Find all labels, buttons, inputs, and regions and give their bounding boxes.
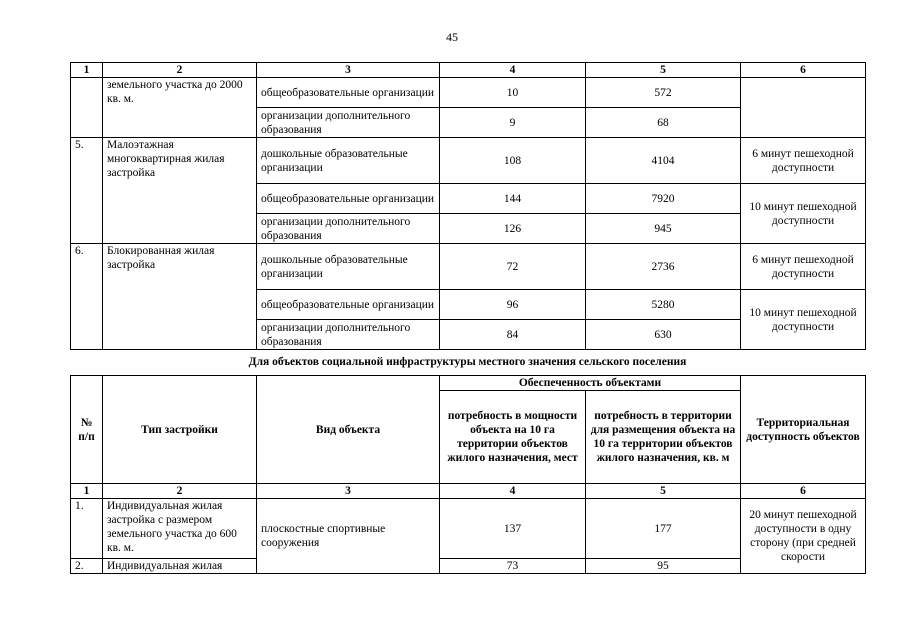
area-value: 7920 <box>586 184 741 214</box>
row-number <box>71 78 103 138</box>
table-row <box>71 244 866 290</box>
object-type: общеобразовательные организации <box>257 290 440 320</box>
object-type: дошкольные образовательные организации <box>257 244 440 290</box>
table-header-row <box>71 376 866 391</box>
capacity-value: 96 <box>440 290 586 320</box>
area-value: 5280 <box>586 290 741 320</box>
capacity-value: 9 <box>440 108 586 138</box>
capacity-value: 73 <box>440 559 586 574</box>
column-number: 3 <box>257 63 440 78</box>
header-building-type: Тип застройки <box>103 376 257 484</box>
capacity-value: 108 <box>440 138 586 184</box>
area-value: 630 <box>586 320 741 350</box>
accessibility: 6 минут пешеходной доступности <box>741 244 866 290</box>
capacity-value: 72 <box>440 244 586 290</box>
table-row <box>71 78 866 108</box>
accessibility: 20 минут пешеходной доступности в одну сторону (при средней скорости <box>741 499 866 574</box>
column-number-row <box>71 484 866 499</box>
building-type: Индивидуальная жилая застройка с размером земельного участка до 600 кв. м. <box>103 499 257 559</box>
building-type: земельного участка до 2000 кв. м. <box>103 78 257 138</box>
building-type: Индивидуальная жилая <box>103 559 257 574</box>
object-type: организации дополнительного образования <box>257 320 440 350</box>
building-type: Блокированная жилая застройка <box>103 244 257 350</box>
column-number: 6 <box>741 484 866 499</box>
building-type: Малоэтажная многоквартирная жилая застройка <box>103 138 257 244</box>
column-number-row <box>71 63 866 78</box>
column-number: 5 <box>586 63 741 78</box>
column-number: 3 <box>257 484 440 499</box>
capacity-value: 137 <box>440 499 586 559</box>
table-row <box>71 499 866 559</box>
column-number: 6 <box>741 63 866 78</box>
area-value: 68 <box>586 108 741 138</box>
object-type: дошкольные образовательные организации <box>257 138 440 184</box>
capacity-value: 84 <box>440 320 586 350</box>
row-number: 2. <box>71 559 103 574</box>
column-number: 5 <box>586 484 741 499</box>
capacity-value: 144 <box>440 184 586 214</box>
facilities-table-continued <box>70 62 866 350</box>
column-number: 2 <box>103 484 257 499</box>
header-provision-group: Обеспеченность объектами <box>440 376 741 391</box>
accessibility: 10 минут пешеходной доступности <box>741 184 866 244</box>
area-value: 177 <box>586 499 741 559</box>
column-number: 1 <box>71 484 103 499</box>
area-value: 945 <box>586 214 741 244</box>
row-number: 1. <box>71 499 103 559</box>
capacity-value: 126 <box>440 214 586 244</box>
section-caption: Для объектов социальной инфраструктуры местного значения сельского поселения <box>248 356 687 368</box>
object-type: общеобразовательные организации <box>257 78 440 108</box>
header-area: потребность в территории для размещения объекта на 10 га территории объектов жилого назначения, кв. м <box>586 391 741 484</box>
header-accessibility: Территориальная доступность объектов <box>741 376 866 484</box>
accessibility: 10 минут пешеходной доступности <box>741 290 866 350</box>
object-type: плоскостные спортивные сооружения <box>257 499 440 574</box>
page-number: 45 <box>446 30 458 44</box>
header-number: № п/п <box>71 376 103 484</box>
row-number: 6. <box>71 244 103 350</box>
area-value: 95 <box>586 559 741 574</box>
area-value: 2736 <box>586 244 741 290</box>
row-number: 5. <box>71 138 103 244</box>
accessibility: 6 минут пешеходной доступности <box>741 138 866 184</box>
column-number: 1 <box>71 63 103 78</box>
rural-facilities-table <box>70 375 866 574</box>
column-number: 2 <box>103 63 257 78</box>
object-type: организации дополнительного образования <box>257 214 440 244</box>
header-capacity: потребность в мощности объекта на 10 га территории объектов жилого назначения, мест <box>440 391 586 484</box>
accessibility <box>741 78 866 138</box>
table-row <box>71 138 866 184</box>
area-value: 572 <box>586 78 741 108</box>
area-value: 4104 <box>586 138 741 184</box>
column-number: 4 <box>440 63 586 78</box>
capacity-value: 10 <box>440 78 586 108</box>
object-type: общеобразовательные организации <box>257 184 440 214</box>
header-object-type: Вид объекта <box>257 376 440 484</box>
column-number: 4 <box>440 484 586 499</box>
object-type: организации дополнительного образования <box>257 108 440 138</box>
